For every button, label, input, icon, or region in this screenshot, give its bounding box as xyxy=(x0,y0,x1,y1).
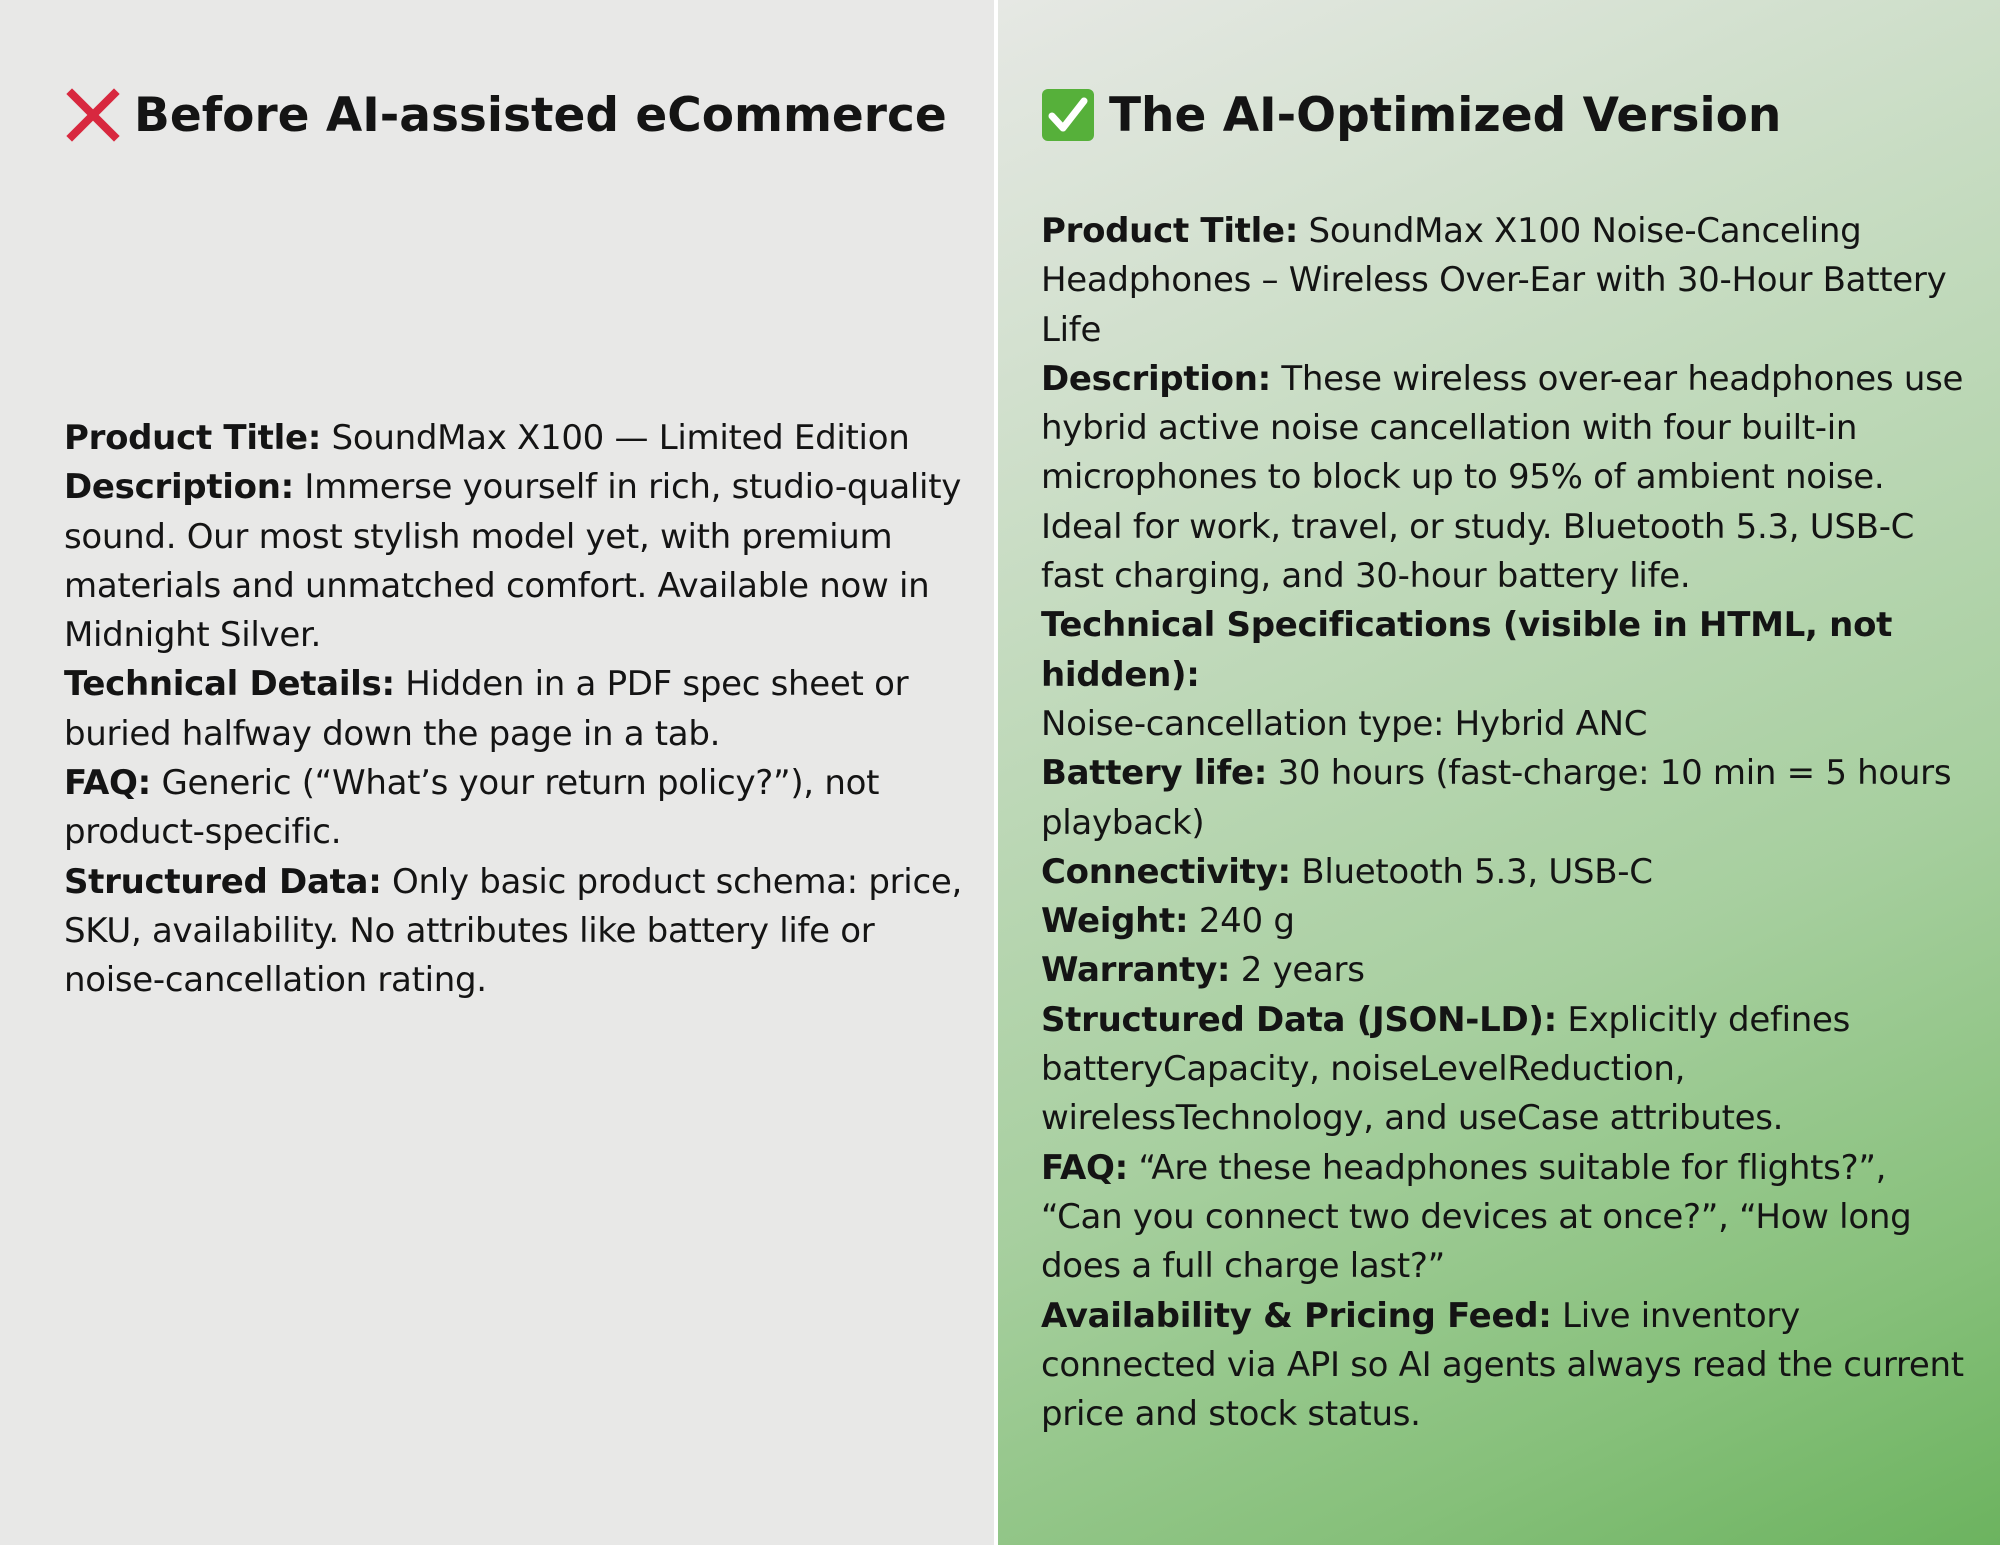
item-label: Product Title: xyxy=(64,418,322,458)
before-heading-text: Before AI-assisted eCommerce xyxy=(134,87,947,143)
item-text: Bluetooth 5.3, USB-C xyxy=(1290,851,1653,892)
item-text: “Are these headphones suitable for flights?”, “Can you connect two devices at once?”, “How long does a full charge last?” xyxy=(1041,1147,1912,1287)
check-mark-button-icon xyxy=(1041,88,1095,142)
item-text: Only basic product schema: price, SKU, availability. No attributes like battery life or noise-cancellation rating. xyxy=(64,861,962,1001)
item-label: Connectivity: xyxy=(1041,851,1291,892)
item-text: Explicitly defines batteryCapacity, noiseLevelReduction, wirelessTechnology, and useCase attributes. xyxy=(1041,999,1851,1139)
item-label: Technical Specifications (visible in HTML, not hidden): xyxy=(1041,605,1893,695)
item-label: FAQ: xyxy=(1041,1147,1128,1188)
after-item-structured-data xyxy=(1041,996,1971,1144)
after-panel xyxy=(998,0,2000,1545)
item-text: SoundMax X100 Noise-Canceling Headphones – Wireless Over-Ear with 30-Hour Battery Life xyxy=(1041,211,1947,350)
item-text: SoundMax X100 — Limited Edition xyxy=(321,418,910,458)
item-text: Hidden in a PDF spec sheet or buried halfway down the page in a tab. xyxy=(64,664,909,754)
before-item-description xyxy=(64,463,964,660)
item-label: Availability & Pricing Feed: xyxy=(1041,1295,1552,1336)
after-item-availability-pricing xyxy=(1041,1292,1971,1440)
item-text: 2 years xyxy=(1230,950,1365,991)
item-text: Noise-cancellation type: Hybrid ANC xyxy=(1041,703,1648,744)
item-label: Description: xyxy=(1041,358,1271,399)
after-item-battery-life xyxy=(1041,749,1971,848)
after-item-technical-specifications xyxy=(1041,601,1971,700)
item-label: Warranty: xyxy=(1041,950,1231,991)
item-label: Technical Details: xyxy=(64,664,395,705)
after-item-weight xyxy=(1041,897,1971,946)
after-item-connectivity xyxy=(1041,848,1971,897)
item-label: Description: xyxy=(64,467,294,508)
after-item-warranty xyxy=(1041,946,1971,995)
after-heading xyxy=(1041,88,1781,142)
after-content xyxy=(1041,207,1971,1439)
item-text: Immerse yourself in rich, studio-quality sound. Our most stylish model yet, with premium materials and unmatched comfort. Available now in Midnight Silver. xyxy=(64,467,962,656)
item-text: Generic (“What’s your return policy?”), not product-specific. xyxy=(64,763,880,853)
after-item-description xyxy=(1041,355,1971,601)
item-text: 240 g xyxy=(1188,901,1295,942)
before-item-technical-details xyxy=(64,660,964,759)
item-text: 30 hours (fast-charge: 10 min = 5 hours playback) xyxy=(1041,753,1952,843)
item-label: Product Title: xyxy=(1041,211,1299,251)
item-label: Structured Data: xyxy=(64,861,382,902)
item-label: Structured Data (JSON-LD): xyxy=(1041,999,1557,1040)
cross-mark-icon xyxy=(66,88,120,142)
after-item-faq xyxy=(1041,1144,1971,1292)
item-label: FAQ: xyxy=(64,763,151,804)
item-text: These wireless over-ear headphones use hybrid active noise cancellation with four built-in microphones to block up to 95% of ambient noise. Ideal for work, travel, or study. Bluetooth 5.3, USB-C fast charging, and 30-hour battery life. xyxy=(1041,358,1964,597)
item-label: Weight: xyxy=(1041,901,1189,942)
before-item-faq xyxy=(64,759,964,858)
before-content xyxy=(64,414,964,1006)
after-heading-text: The AI-Optimized Version xyxy=(1109,87,1782,143)
before-item-structured-data xyxy=(64,858,964,1006)
after-item-noise-cancellation-type xyxy=(1041,700,1971,749)
before-panel xyxy=(0,0,994,1545)
before-item-product-title xyxy=(64,414,964,463)
after-item-product-title xyxy=(1041,207,1971,355)
item-text: Live inventory connected via API so AI agents always read the current price and stock status. xyxy=(1041,1295,1964,1435)
item-label: Battery life: xyxy=(1041,753,1268,794)
before-heading xyxy=(66,88,947,142)
